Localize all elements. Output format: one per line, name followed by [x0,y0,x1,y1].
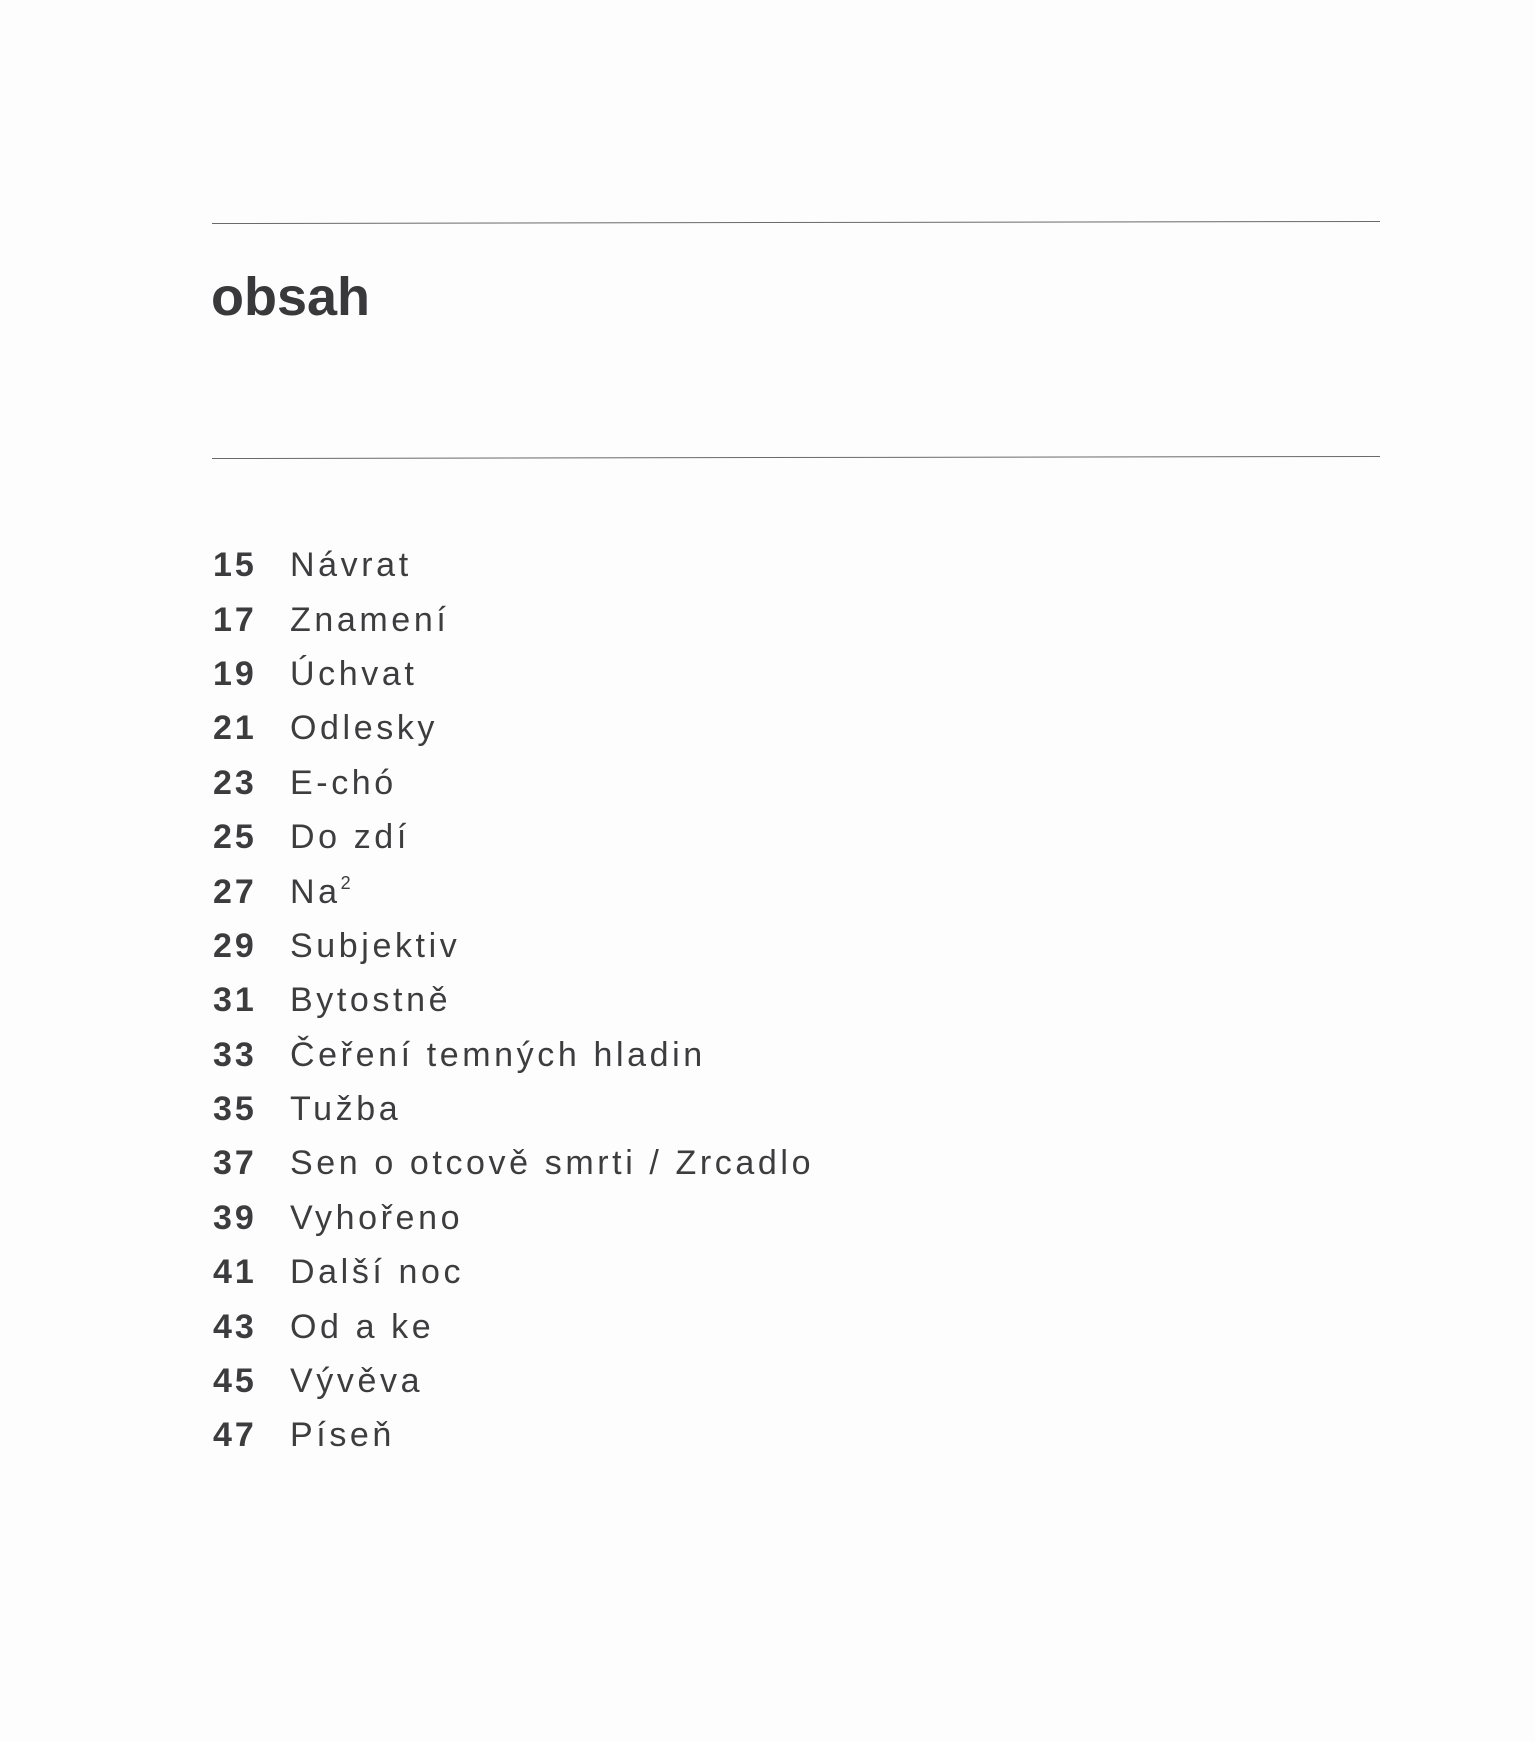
toc-entry[interactable] [213,538,814,592]
toc-entry[interactable] [213,1354,814,1408]
toc-title: Píseň [290,1416,395,1455]
toc-entry[interactable] [213,973,814,1027]
toc-entry[interactable] [213,701,814,755]
toc-page-number: 23 [213,763,257,802]
toc-entry[interactable] [213,1191,814,1245]
toc-entry[interactable] [213,1028,814,1082]
toc-page-number: 39 [213,1198,257,1237]
toc-entry[interactable] [213,864,814,918]
toc-title: Do zdí [290,818,410,857]
toc-entry[interactable] [213,810,814,864]
toc-title: Znamení [290,600,450,639]
toc-title: Odlesky [290,709,439,748]
toc-page-number: 21 [213,709,257,748]
toc-title: Tužba [290,1090,402,1129]
toc-page-number: 19 [213,654,257,693]
toc-title: Od a ke [290,1307,435,1346]
toc-page-number: 45 [213,1362,257,1401]
toc-page-number: 47 [213,1416,257,1455]
toc-title: Čeření temných hladin [290,1035,706,1074]
toc-title: Návrat [290,546,412,585]
toc-entry[interactable] [213,647,814,701]
toc-entry[interactable] [213,592,814,646]
toc-entry[interactable] [213,1136,814,1190]
toc-title: Vyhořeno [290,1198,464,1237]
toc-entry[interactable] [213,1408,814,1462]
toc-title [290,873,351,912]
toc-page-number: 43 [213,1307,257,1346]
toc-title-superscript: 2 [340,873,351,894]
toc-entry[interactable] [213,1082,814,1136]
toc-page-number: 17 [213,600,257,639]
toc-page-number: 37 [213,1144,257,1183]
toc-title: Další noc [290,1253,465,1292]
toc-entry[interactable] [213,756,814,810]
toc-title: Sen o otcově smrti / Zrcadlo [290,1144,815,1183]
title-bottom-divider [212,456,1380,459]
toc-page-number: 33 [213,1035,257,1074]
toc-title-text: Na [290,873,341,912]
toc-page-number: 31 [213,981,257,1020]
toc-page-number: 41 [213,1253,257,1292]
toc-title: Bytostně [290,981,452,1020]
toc-title: Úchvat [290,654,418,693]
toc-page-number: 27 [213,872,257,911]
toc-page-number: 35 [213,1090,257,1129]
toc-title: E-chó [290,763,397,802]
toc-title: Vývěva [290,1362,424,1401]
table-of-contents [213,538,814,1463]
toc-page-number: 15 [213,546,257,585]
toc-title: Subjektiv [290,926,461,965]
top-divider [212,221,1380,224]
toc-entry[interactable] [213,919,814,973]
toc-page-number: 29 [213,926,257,965]
page-title: obsah [211,267,371,327]
toc-entry[interactable] [213,1299,814,1353]
toc-entry[interactable] [213,1245,814,1299]
toc-page-number: 25 [213,818,257,857]
